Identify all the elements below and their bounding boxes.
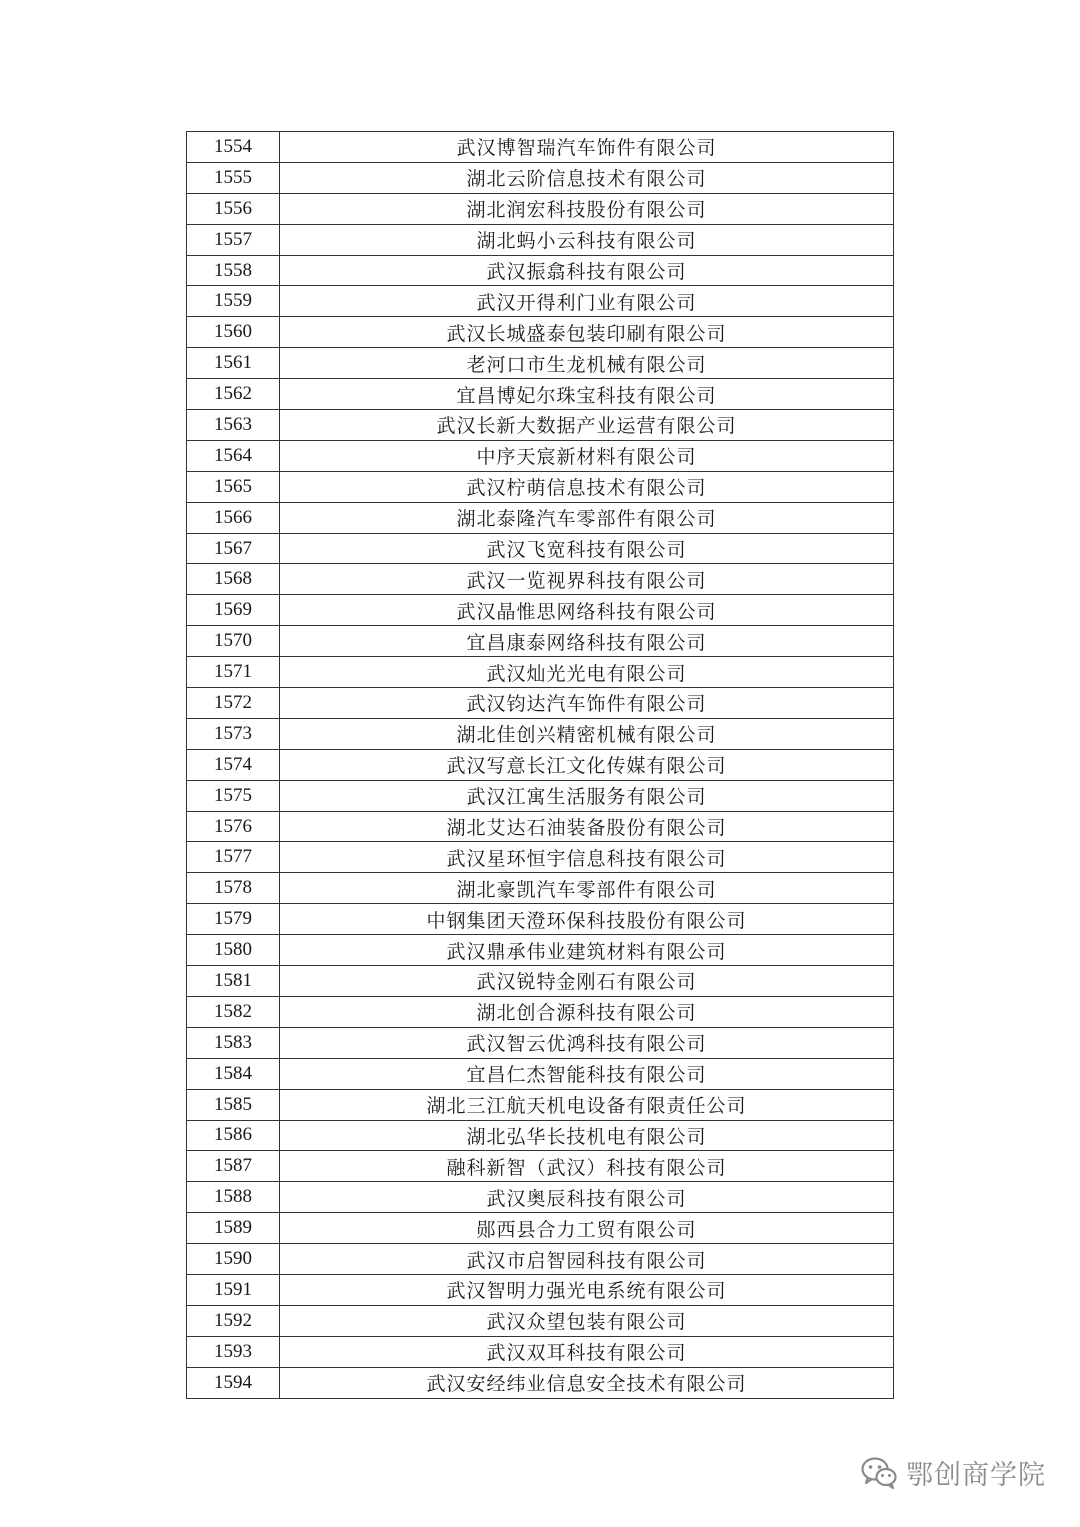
table-row (187, 904, 894, 935)
row-number: 1555 (187, 162, 280, 193)
wechat-icon (860, 1456, 898, 1490)
wechat-watermark (860, 1453, 1046, 1492)
company-name: 武汉鼎承伟业建筑材料有限公司 (280, 935, 894, 966)
company-name: 武汉星环恒宇信息科技有限公司 (280, 842, 894, 873)
table-row (187, 780, 894, 811)
table-row (187, 1089, 894, 1120)
company-list-table (186, 131, 894, 1399)
row-number: 1583 (187, 1027, 280, 1058)
table-row (187, 996, 894, 1027)
company-name: 宜昌博妃尔珠宝科技有限公司 (280, 379, 894, 410)
company-list-body (187, 132, 894, 1399)
company-name: 武汉智明力强光电系统有限公司 (280, 1274, 894, 1305)
row-number: 1587 (187, 1151, 280, 1182)
table-row (187, 193, 894, 224)
table-row (187, 1274, 894, 1305)
row-number: 1568 (187, 564, 280, 595)
row-number: 1569 (187, 595, 280, 626)
table-row (187, 1244, 894, 1275)
table-row (187, 842, 894, 873)
company-name: 武汉安经纬业信息安全技术有限公司 (280, 1367, 894, 1398)
table-row (187, 533, 894, 564)
table-row (187, 410, 894, 441)
company-name: 武汉双耳科技有限公司 (280, 1336, 894, 1367)
company-name: 武汉灿光光电有限公司 (280, 657, 894, 688)
row-number: 1556 (187, 193, 280, 224)
table-row (187, 966, 894, 997)
company-name: 武汉钧达汽车饰件有限公司 (280, 688, 894, 719)
row-number: 1582 (187, 996, 280, 1027)
company-name: 湖北三江航天机电设备有限责任公司 (280, 1089, 894, 1120)
table-row (187, 749, 894, 780)
row-number: 1591 (187, 1274, 280, 1305)
row-number: 1581 (187, 966, 280, 997)
company-name: 武汉奥辰科技有限公司 (280, 1182, 894, 1213)
watermark-text: 鄂创商学院 (906, 1460, 1046, 1491)
company-name: 湖北云阶信息技术有限公司 (280, 162, 894, 193)
row-number: 1564 (187, 440, 280, 471)
table-row (187, 132, 894, 163)
table-row (187, 873, 894, 904)
row-number: 1566 (187, 502, 280, 533)
table-row (187, 811, 894, 842)
row-number: 1559 (187, 286, 280, 317)
row-number: 1562 (187, 379, 280, 410)
table-row (187, 286, 894, 317)
table-row (187, 224, 894, 255)
table-row (187, 626, 894, 657)
table-row (187, 1213, 894, 1244)
row-number: 1592 (187, 1305, 280, 1336)
company-name: 武汉锐特金刚石有限公司 (280, 966, 894, 997)
row-number: 1585 (187, 1089, 280, 1120)
row-number: 1588 (187, 1182, 280, 1213)
table-row (187, 1027, 894, 1058)
company-name: 武汉一览视界科技有限公司 (280, 564, 894, 595)
table-row (187, 502, 894, 533)
table-row (187, 595, 894, 626)
company-name: 武汉长城盛泰包装印刷有限公司 (280, 317, 894, 348)
row-number: 1554 (187, 132, 280, 163)
company-name: 武汉飞宽科技有限公司 (280, 533, 894, 564)
table-row (187, 1336, 894, 1367)
table-row (187, 1120, 894, 1151)
company-name: 宜昌仁杰智能科技有限公司 (280, 1058, 894, 1089)
company-name: 湖北泰隆汽车零部件有限公司 (280, 502, 894, 533)
table-row (187, 718, 894, 749)
row-number: 1576 (187, 811, 280, 842)
row-number: 1577 (187, 842, 280, 873)
company-name: 融科新智（武汉）科技有限公司 (280, 1151, 894, 1182)
company-name: 湖北弘华长技机电有限公司 (280, 1120, 894, 1151)
row-number: 1565 (187, 471, 280, 502)
table-row (187, 564, 894, 595)
table-row (187, 255, 894, 286)
row-number: 1580 (187, 935, 280, 966)
company-name: 中序天宸新材料有限公司 (280, 440, 894, 471)
company-name: 武汉智云优鸿科技有限公司 (280, 1027, 894, 1058)
company-name: 武汉众望包装有限公司 (280, 1305, 894, 1336)
company-name: 宜昌康泰网络科技有限公司 (280, 626, 894, 657)
company-name: 湖北艾达石油装备股份有限公司 (280, 811, 894, 842)
row-number: 1557 (187, 224, 280, 255)
company-name: 武汉博智瑞汽车饰件有限公司 (280, 132, 894, 163)
company-name: 湖北创合源科技有限公司 (280, 996, 894, 1027)
table-row (187, 471, 894, 502)
row-number: 1594 (187, 1367, 280, 1398)
company-name: 郧西县合力工贸有限公司 (280, 1213, 894, 1244)
row-number: 1573 (187, 718, 280, 749)
row-number: 1584 (187, 1058, 280, 1089)
row-number: 1563 (187, 410, 280, 441)
company-name: 湖北润宏科技股份有限公司 (280, 193, 894, 224)
table-row (187, 1151, 894, 1182)
company-name: 老河口市生龙机械有限公司 (280, 348, 894, 379)
company-name: 湖北豪凯汽车零部件有限公司 (280, 873, 894, 904)
company-name: 武汉开得利门业有限公司 (280, 286, 894, 317)
table-row (187, 935, 894, 966)
table-row (187, 1305, 894, 1336)
row-number: 1570 (187, 626, 280, 657)
company-name: 中钢集团天澄环保科技股份有限公司 (280, 904, 894, 935)
table-row (187, 1367, 894, 1398)
company-name: 武汉市启智园科技有限公司 (280, 1244, 894, 1275)
row-number: 1572 (187, 688, 280, 719)
company-name: 武汉晶惟思网络科技有限公司 (280, 595, 894, 626)
table-row (187, 1182, 894, 1213)
table-row (187, 688, 894, 719)
table-row (187, 317, 894, 348)
table-row (187, 657, 894, 688)
company-name: 武汉江寓生活服务有限公司 (280, 780, 894, 811)
row-number: 1560 (187, 317, 280, 348)
row-number: 1567 (187, 533, 280, 564)
table-row (187, 379, 894, 410)
company-name: 武汉写意长江文化传媒有限公司 (280, 749, 894, 780)
table-row (187, 440, 894, 471)
row-number: 1558 (187, 255, 280, 286)
table-row (187, 348, 894, 379)
table-row (187, 1058, 894, 1089)
row-number: 1578 (187, 873, 280, 904)
row-number: 1571 (187, 657, 280, 688)
table-row (187, 162, 894, 193)
row-number: 1590 (187, 1244, 280, 1275)
row-number: 1589 (187, 1213, 280, 1244)
company-name: 湖北蚂小云科技有限公司 (280, 224, 894, 255)
row-number: 1593 (187, 1336, 280, 1367)
company-name: 武汉振翕科技有限公司 (280, 255, 894, 286)
row-number: 1575 (187, 780, 280, 811)
row-number: 1574 (187, 749, 280, 780)
row-number: 1579 (187, 904, 280, 935)
company-name: 武汉长新大数据产业运营有限公司 (280, 410, 894, 441)
row-number: 1586 (187, 1120, 280, 1151)
company-name: 湖北佳创兴精密机械有限公司 (280, 718, 894, 749)
row-number: 1561 (187, 348, 280, 379)
company-name: 武汉柠萌信息技术有限公司 (280, 471, 894, 502)
